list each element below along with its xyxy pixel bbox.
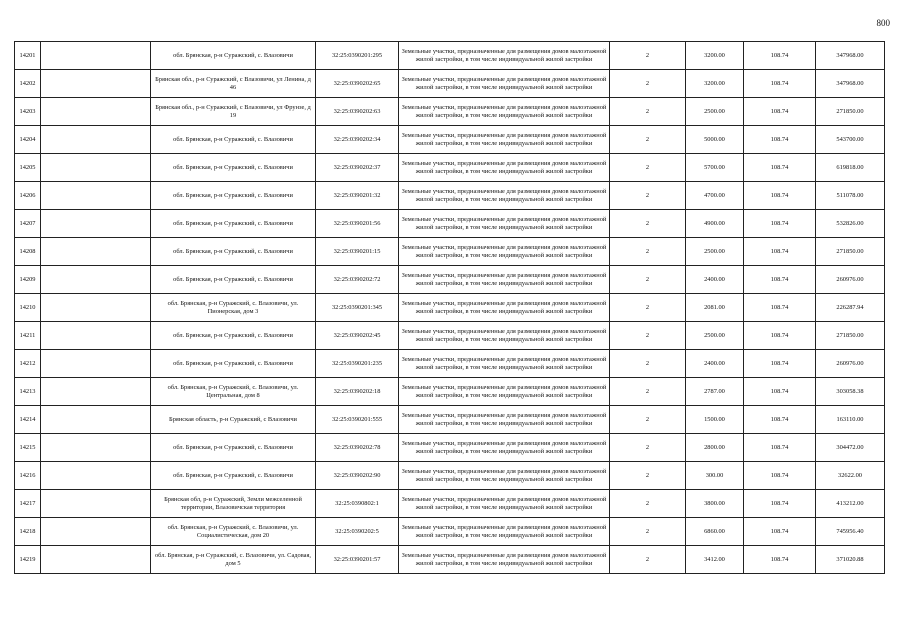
table-row	[15, 350, 885, 378]
table-row	[15, 294, 885, 322]
row-id: 14215	[15, 434, 41, 462]
row-cadastral-value: 271850.00	[816, 238, 885, 266]
row-blank-cell	[41, 322, 151, 350]
row-cadastral-value: 271850.00	[816, 98, 885, 126]
row-address: обл. Брянская, р-н Суражский, с. Влазовичи	[151, 350, 316, 378]
row-cadastral-value: 511078.00	[816, 182, 885, 210]
table-row	[15, 378, 885, 406]
row-group: 2	[610, 462, 686, 490]
row-cadastral-value: 32622.00	[816, 462, 885, 490]
row-land-purpose: Земельные участки, предназначенные для размещения домов малоэтажной жилой застройки, в том числе индивидуальной жилой застройки	[399, 98, 610, 126]
row-cadastral-number: 32:25:0390201:555	[316, 406, 399, 434]
page-number: 800	[876, 18, 890, 28]
row-blank-cell	[41, 490, 151, 518]
row-land-purpose: Земельные участки, предназначенные для размещения домов малоэтажной жилой застройки, в том числе индивидуальной жилой застройки	[399, 350, 610, 378]
row-blank-cell	[41, 462, 151, 490]
row-address: Брянская обл., р-н Суражский, с Влазовичи, ул Ленина, д 46	[151, 70, 316, 98]
row-group: 2	[610, 350, 686, 378]
row-address: обл. Брянская, р-н Суражский, с. Влазовичи	[151, 154, 316, 182]
row-specific-value: 108.74	[744, 266, 816, 294]
row-land-purpose: Земельные участки, предназначенные для размещения домов малоэтажной жилой застройки, в том числе индивидуальной жилой застройки	[399, 238, 610, 266]
row-specific-value: 108.74	[744, 182, 816, 210]
row-area: 5000.00	[686, 126, 744, 154]
row-cadastral-number: 32:25:0390802:1	[316, 490, 399, 518]
row-cadastral-number: 32:25:0390201:32	[316, 182, 399, 210]
row-blank-cell	[41, 210, 151, 238]
row-group: 2	[610, 126, 686, 154]
row-area: 2400.00	[686, 350, 744, 378]
row-area: 3200.00	[686, 70, 744, 98]
row-blank-cell	[41, 126, 151, 154]
row-address: Брянская обл, р-н Суражский, Земли межселенной территории, Влазовичская территория	[151, 490, 316, 518]
row-group: 2	[610, 42, 686, 70]
row-cadastral-number: 32:25:0390201:56	[316, 210, 399, 238]
row-cadastral-value: 163110.00	[816, 406, 885, 434]
row-area: 2800.00	[686, 434, 744, 462]
row-land-purpose: Земельные участки, предназначенные для размещения домов малоэтажной жилой застройки, в том числе индивидуальной жилой застройки	[399, 322, 610, 350]
row-area: 300.00	[686, 462, 744, 490]
row-cadastral-value: 271850.00	[816, 322, 885, 350]
row-blank-cell	[41, 98, 151, 126]
table-row	[15, 406, 885, 434]
row-land-purpose: Земельные участки, предназначенные для размещения домов малоэтажной жилой застройки, в том числе индивидуальной жилой застройки	[399, 70, 610, 98]
row-id: 14212	[15, 350, 41, 378]
row-cadastral-number: 32:25:0390202:65	[316, 70, 399, 98]
row-cadastral-value: 371020.88	[816, 546, 885, 574]
table-row	[15, 434, 885, 462]
row-area: 4700.00	[686, 182, 744, 210]
row-group: 2	[610, 518, 686, 546]
row-area: 2500.00	[686, 322, 744, 350]
row-cadastral-value: 543700.00	[816, 126, 885, 154]
table-row	[15, 518, 885, 546]
row-group: 2	[610, 490, 686, 518]
row-cadastral-number: 32:25:0390201:15	[316, 238, 399, 266]
row-specific-value: 108.74	[744, 98, 816, 126]
row-land-purpose: Земельные участки, предназначенные для размещения домов малоэтажной жилой застройки, в том числе индивидуальной жилой застройки	[399, 434, 610, 462]
row-id: 14219	[15, 546, 41, 574]
row-specific-value: 108.74	[744, 434, 816, 462]
row-group: 2	[610, 70, 686, 98]
row-land-purpose: Земельные участки, предназначенные для размещения домов малоэтажной жилой застройки, в том числе индивидуальной жилой застройки	[399, 406, 610, 434]
row-cadastral-number: 32:25:0390202:90	[316, 462, 399, 490]
row-id: 14206	[15, 182, 41, 210]
row-blank-cell	[41, 434, 151, 462]
row-specific-value: 108.74	[744, 238, 816, 266]
row-address: обл. Брянская, р-н Суражский, с. Влазовичи	[151, 322, 316, 350]
cadastral-value-table	[14, 41, 885, 574]
row-specific-value: 108.74	[744, 294, 816, 322]
row-cadastral-value: 532826.00	[816, 210, 885, 238]
row-address: обл. Брянская, р-н Суражский, с. Влазовичи, ул. Пионерская, дом 3	[151, 294, 316, 322]
row-specific-value: 108.74	[744, 518, 816, 546]
row-group: 2	[610, 294, 686, 322]
row-land-purpose: Земельные участки, предназначенные для размещения домов малоэтажной жилой застройки, в том числе индивидуальной жилой застройки	[399, 294, 610, 322]
row-address: обл. Брянская, р-н Суражский, с. Влазовичи	[151, 434, 316, 462]
row-blank-cell	[41, 182, 151, 210]
row-area: 2400.00	[686, 266, 744, 294]
row-id: 14207	[15, 210, 41, 238]
row-cadastral-number: 32:25:0390201:345	[316, 294, 399, 322]
row-id: 14209	[15, 266, 41, 294]
row-cadastral-number: 32:25:0390201:295	[316, 42, 399, 70]
row-specific-value: 108.74	[744, 126, 816, 154]
row-group: 2	[610, 154, 686, 182]
table-row	[15, 70, 885, 98]
table-row	[15, 266, 885, 294]
row-address: обл. Брянская, р-н Суражский, с. Влазовичи	[151, 238, 316, 266]
row-blank-cell	[41, 294, 151, 322]
row-blank-cell	[41, 70, 151, 98]
row-blank-cell	[41, 518, 151, 546]
row-group: 2	[610, 434, 686, 462]
row-area: 3200.00	[686, 42, 744, 70]
row-blank-cell	[41, 378, 151, 406]
table-row	[15, 182, 885, 210]
row-cadastral-number: 32:25:0390201:235	[316, 350, 399, 378]
row-group: 2	[610, 98, 686, 126]
row-cadastral-number: 32:25:0390202:72	[316, 266, 399, 294]
row-cadastral-value: 619818.00	[816, 154, 885, 182]
row-cadastral-value: 303058.38	[816, 378, 885, 406]
row-cadastral-number: 32:25:0390202:37	[316, 154, 399, 182]
row-id: 14218	[15, 518, 41, 546]
row-cadastral-value: 347968.00	[816, 70, 885, 98]
row-id: 14205	[15, 154, 41, 182]
row-land-purpose: Земельные участки, предназначенные для размещения домов малоэтажной жилой застройки, в том числе индивидуальной жилой застройки	[399, 154, 610, 182]
row-area: 3800.00	[686, 490, 744, 518]
row-cadastral-value: 304472.00	[816, 434, 885, 462]
row-cadastral-number: 32:25:0390202:45	[316, 322, 399, 350]
row-cadastral-value: 226287.94	[816, 294, 885, 322]
row-land-purpose: Земельные участки, предназначенные для размещения домов малоэтажной жилой застройки, в том числе индивидуальной жилой застройки	[399, 546, 610, 574]
row-id: 14210	[15, 294, 41, 322]
row-area: 1500.00	[686, 406, 744, 434]
row-group: 2	[610, 406, 686, 434]
row-specific-value: 108.74	[744, 42, 816, 70]
table-row	[15, 238, 885, 266]
row-id: 14208	[15, 238, 41, 266]
row-id: 14201	[15, 42, 41, 70]
row-address: обл. Брянская, р-н Суражский, с. Влазовичи	[151, 210, 316, 238]
row-cadastral-number: 32:25:0390202:34	[316, 126, 399, 154]
row-cadastral-value: 260976.00	[816, 350, 885, 378]
row-area: 5700.00	[686, 154, 744, 182]
row-blank-cell	[41, 350, 151, 378]
table-row	[15, 154, 885, 182]
row-cadastral-number: 32:25:0390202:18	[316, 378, 399, 406]
row-area: 3412.00	[686, 546, 744, 574]
table-row	[15, 462, 885, 490]
row-id: 14217	[15, 490, 41, 518]
table-row	[15, 322, 885, 350]
table-row	[15, 546, 885, 574]
row-address: обл. Брянская, р-н Суражский, с. Влазовичи	[151, 42, 316, 70]
row-land-purpose: Земельные участки, предназначенные для размещения домов малоэтажной жилой застройки, в том числе индивидуальной жилой застройки	[399, 266, 610, 294]
table-row	[15, 210, 885, 238]
row-blank-cell	[41, 406, 151, 434]
row-cadastral-value: 347968.00	[816, 42, 885, 70]
row-id: 14211	[15, 322, 41, 350]
row-land-purpose: Земельные участки, предназначенные для размещения домов малоэтажной жилой застройки, в том числе индивидуальной жилой застройки	[399, 126, 610, 154]
row-group: 2	[610, 182, 686, 210]
row-blank-cell	[41, 42, 151, 70]
row-id: 14202	[15, 70, 41, 98]
row-area: 4900.00	[686, 210, 744, 238]
row-group: 2	[610, 378, 686, 406]
row-specific-value: 108.74	[744, 70, 816, 98]
row-blank-cell	[41, 238, 151, 266]
row-group: 2	[610, 266, 686, 294]
row-id: 14203	[15, 98, 41, 126]
row-group: 2	[610, 238, 686, 266]
row-specific-value: 108.74	[744, 322, 816, 350]
row-land-purpose: Земельные участки, предназначенные для размещения домов малоэтажной жилой застройки, в том числе индивидуальной жилой застройки	[399, 462, 610, 490]
row-address: обл. Брянская, р-н Суражский, с. Влазовичи	[151, 126, 316, 154]
row-address: обл. Брянская, р-н Суражский, с. Влазовичи	[151, 266, 316, 294]
row-specific-value: 108.74	[744, 378, 816, 406]
row-address: Брянская область, р-н Суражский, с Влазовичи	[151, 406, 316, 434]
row-blank-cell	[41, 546, 151, 574]
table-row	[15, 126, 885, 154]
row-address: обл. Брянская, р-н Суражский, с. Влазовичи	[151, 182, 316, 210]
row-specific-value: 108.74	[744, 406, 816, 434]
row-land-purpose: Земельные участки, предназначенные для размещения домов малоэтажной жилой застройки, в том числе индивидуальной жилой застройки	[399, 42, 610, 70]
row-area: 2500.00	[686, 238, 744, 266]
row-specific-value: 108.74	[744, 490, 816, 518]
row-group: 2	[610, 546, 686, 574]
row-specific-value: 108.74	[744, 546, 816, 574]
row-land-purpose: Земельные участки, предназначенные для размещения домов малоэтажной жилой застройки, в том числе индивидуальной жилой застройки	[399, 210, 610, 238]
row-land-purpose: Земельные участки, предназначенные для размещения домов малоэтажной жилой застройки, в том числе индивидуальной жилой застройки	[399, 518, 610, 546]
row-address: обл. Брянская, р-н Суражский, с. Влазовичи, ул. Садовая, дом 5	[151, 546, 316, 574]
row-address: обл. Брянская, р-н Суражский, с. Влазовичи, ул. Социалистическая, дом 20	[151, 518, 316, 546]
row-address: Брянская обл., р-н Суражский, с Влазовичи, ул Фрунзе, д 19	[151, 98, 316, 126]
row-area: 2081.00	[686, 294, 744, 322]
row-cadastral-number: 32:25:0390201:57	[316, 546, 399, 574]
row-blank-cell	[41, 154, 151, 182]
row-cadastral-value: 260976.00	[816, 266, 885, 294]
table-row	[15, 98, 885, 126]
row-area: 2500.00	[686, 98, 744, 126]
row-specific-value: 108.74	[744, 154, 816, 182]
row-cadastral-number: 32:25:0390202:78	[316, 434, 399, 462]
row-address: обл. Брянская, р-н Суражский, с. Влазовичи	[151, 462, 316, 490]
row-id: 14213	[15, 378, 41, 406]
row-id: 14204	[15, 126, 41, 154]
row-land-purpose: Земельные участки, предназначенные для размещения домов малоэтажной жилой застройки, в том числе индивидуальной жилой застройки	[399, 378, 610, 406]
row-group: 2	[610, 210, 686, 238]
row-land-purpose: Земельные участки, предназначенные для размещения домов малоэтажной жилой застройки, в том числе индивидуальной жилой застройки	[399, 490, 610, 518]
row-land-purpose: Земельные участки, предназначенные для размещения домов малоэтажной жилой застройки, в том числе индивидуальной жилой застройки	[399, 182, 610, 210]
row-address: обл. Брянская, р-н Суражский, с. Влазовичи, ул. Центральная, дом 8	[151, 378, 316, 406]
row-blank-cell	[41, 266, 151, 294]
row-specific-value: 108.74	[744, 462, 816, 490]
row-specific-value: 108.74	[744, 210, 816, 238]
table-row	[15, 490, 885, 518]
row-cadastral-value: 745956.40	[816, 518, 885, 546]
row-area: 2787.00	[686, 378, 744, 406]
row-id: 14214	[15, 406, 41, 434]
row-specific-value: 108.74	[744, 350, 816, 378]
row-cadastral-number: 32:25:0390202:63	[316, 98, 399, 126]
row-cadastral-value: 413212.00	[816, 490, 885, 518]
row-cadastral-number: 32:25:0390202:5	[316, 518, 399, 546]
row-group: 2	[610, 322, 686, 350]
row-area: 6860.00	[686, 518, 744, 546]
table-row	[15, 42, 885, 70]
row-id: 14216	[15, 462, 41, 490]
